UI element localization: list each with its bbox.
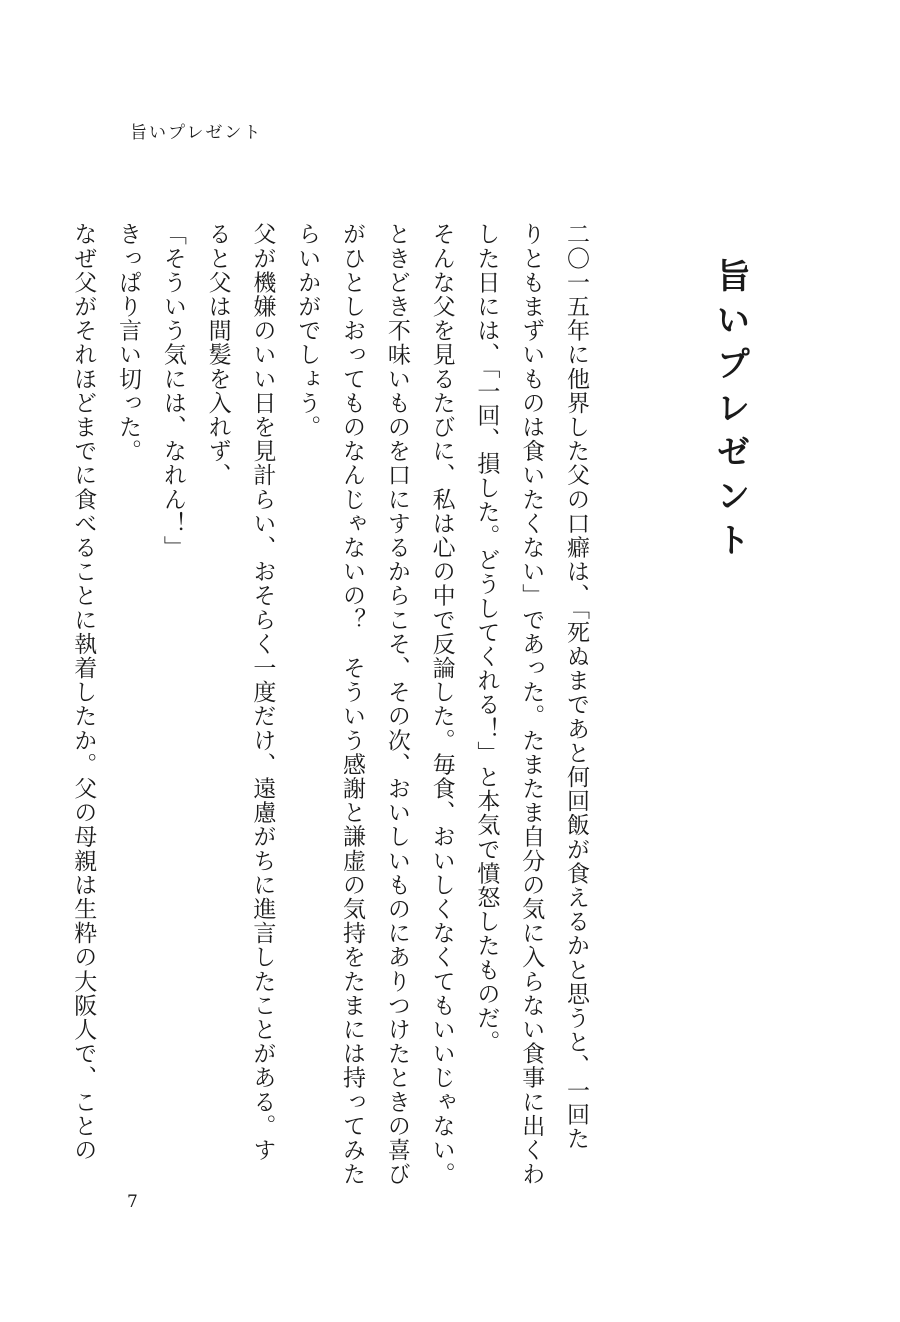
- body-line-10: 「そういう気には、なれん！」: [159, 222, 186, 560]
- body-line-12: なぜ父がそれほどまでに食べることに執着したか。父の母親は生粋の大阪人で、ことの: [70, 222, 97, 1162]
- body-line-1: 二〇一五年に他界した父の口癖は、「死ぬまであと何回飯が食えるかと思うと、一回た: [563, 222, 589, 1151]
- body-line-4: そんな父を見るたびに、私は心の中で反論した。毎食、おいしくなくてもいいじゃない。: [428, 222, 455, 1186]
- body-line-11: きっぱり言い切った。: [115, 222, 142, 463]
- page-number: 7: [127, 1192, 138, 1212]
- body-line-5: ときどき不味いものを口にするからこそ、その次、おいしいものにありつけたときの喜び: [383, 222, 410, 1186]
- body-line-7: らいかがでしょう。: [294, 222, 321, 439]
- running-head: 旨いプレゼント: [130, 123, 263, 143]
- body-line-6: がひとしおってものなんじゃないの？ そういう感謝と謙虚の気持をたまには持ってみた: [339, 222, 366, 1186]
- body-line-9: ると父は間髪を入れず、: [204, 222, 231, 488]
- chapter-title: 旨いプレゼント: [710, 258, 750, 566]
- body-line-2: りともまずいものは食いたくない」であった。たまたま自分の気に入らない食事に出くわ: [518, 222, 545, 1186]
- body-line-3: した日には、「一回、損した。どうしてくれる！」と本気で憤怒したものだ。: [473, 222, 500, 1054]
- body-text: [60, 222, 598, 1186]
- body-line-8: 父が機嫌のいい日を見計らい、おそらく一度だけ、遠慮がちに進言したことがある。す: [249, 222, 276, 1162]
